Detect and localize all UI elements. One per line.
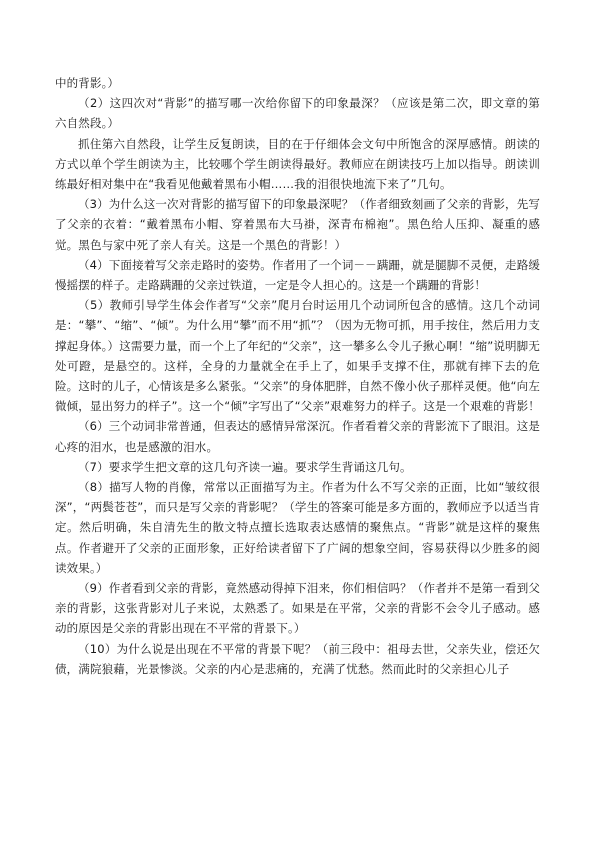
paragraph-reading-guidance: 抓住第六自然段，让学生反复朗读，目的在于仔细体会文句中所饱含的深厚感情。朗读的方式以单个学生朗读为主，比较哪个学生朗读得最好。教师应在朗读技巧上加以指导。朗读训练最好相对集中在“我看见他戴着黑布小帽……我的泪很快地流下来了”几句。 [55, 136, 540, 192]
paragraph-continuation: 中的背影。） [55, 76, 120, 90]
paragraph-item-5: （5）教师引导学生体会作者写“父亲”爬月台时运用几个动词所包含的感情。这几个动词是：“攀”、“缩”、“倾”。为什么用“攀”而不用“抓”？（因为无物可抓，用手按住，然后用力支撑起身体。）这需要力量，而一个上了年纪的“父亲”，这一攀多么令儿子揪心啊！“缩”说明脚无处可蹬，是悬空的。这样，全身的力量就全在手上了，如果手支撑不住，那就有摔下去的危险。这时的儿子，心情该是多么紧张。“父亲”的身体肥胖，自然不像小伙子那样灵便。他“向左微倾，显出努力的样子”。这一个“倾”字写出了“父亲”艰难努力的样子。这是一个艰难的背影！ [55, 298, 540, 414]
paragraph-item-6: （6）三个动词非常普通，但表达的感情异常深沉。作者看着父亲的背影流下了眼泪。这是心疼的泪水，也是感激的泪水。 [55, 419, 540, 454]
paragraph-item-8: （8）描写人物的肖像，常常以正面描写为主。作者为什么不写父亲的正面，比如“皱纹很深”，“两鬓苍苍”，而只是写父亲的背影呢？（学生的答案可能是多方面的，教师应予以适当肯定。然后明确，朱自清先生的散文特点擅长选取表达感情的聚焦点。“背影”就是这样的聚焦点。作者避开了父亲的正面形象，正好给读者留下了广阔的想象空间，容易获得以少胜多的阅读效果。） [55, 480, 540, 575]
paragraph-question-2: （2）这四次对“背影”的描写哪一次给你留下的印象最深？（应该是第二次，即文章的第六自然段。） [55, 96, 540, 131]
paragraph-item-9: （9）作者看到父亲的背影，竟然感动得掉下泪来，你们相信吗？（作者并不是第一看到父亲的背影，这张背影对儿子来说，太熟悉了。如果是在平常，父亲的背影不会令儿子感动。感动的原因是父亲的背影出现在不平常的背景下。） [55, 581, 540, 636]
paragraph-item-7: （7）要求学生把文章的这几句齐读一遍。要求学生背诵这几句。 [78, 459, 412, 474]
paragraph-item-10: （10）为什么说是出现在不平常的背景下呢？（前三段中：祖母去世，父亲失业，偿还欠债，满院狼藉，光景惨淡。父亲的内心是悲痛的，充满了忧愁。然而此时的父亲担心儿子 [55, 641, 540, 676]
paragraph-item-4: （4）下面接着写父亲走路时的姿势。作者用了一个词－－蹒跚，就是腿脚不灵便，走路缓慢摇摆的样子。走路蹒跚的父亲过铁道，一定是令人担心的。这是一个蹒跚的背影！ [55, 257, 540, 293]
paragraph-question-3: （3）为什么这一次对背影的描写留下的印象最深呢？（作者细致刻画了父亲的背影，先写了父亲的衣着：“戴着黑布小帽、穿着黑布大马褂，深青布棉袍”。黑色给人压抑、凝重的感觉。黑色与家中死了亲人有关。这是一个黑色的背影！） [55, 197, 540, 252]
